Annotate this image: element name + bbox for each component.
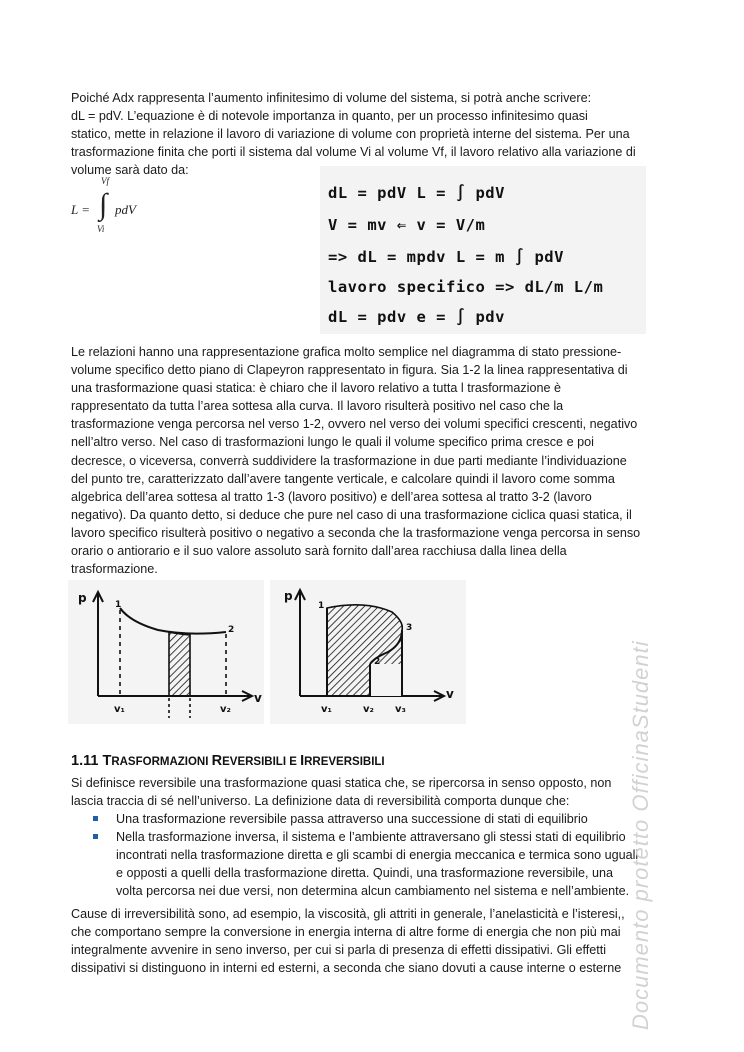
- v1-tick-label: v₁: [321, 704, 332, 715]
- para2-line: rappresentato da tutta l’area sottesa alla curva. Il lavoro risulterà positivo nel caso che la: [71, 399, 564, 414]
- reversibility-bullet-list: [71, 810, 675, 900]
- point-2-label: 2: [228, 625, 235, 635]
- p-axis-label: p: [78, 591, 87, 605]
- v2-tick-label: v₂: [363, 704, 374, 715]
- heading-smallcaps-2: EVERSIBILI E: [222, 756, 301, 768]
- heading-number: 1.11: [71, 753, 103, 769]
- intro-line-2: dL = pdV. L’equazione è di notevole importanza in quanto, per un processo infinitesimo quasi: [71, 109, 588, 124]
- clapeyron-paragraph: [71, 343, 675, 578]
- para3-line: lascia traccia di sé nell’universo. La definizione data di reversibilità comporta dunque che:: [71, 794, 570, 809]
- para2-line: orario o antiorario e il suo valore assoluto sarà fornito dall’area racchiusa dalla linea della: [71, 544, 567, 559]
- para2-line: nell’altro verso. Nel caso di trasformazioni lungo le quali il volume specifico prima cresce e poi: [71, 435, 594, 450]
- v-axis-label: v: [254, 691, 262, 705]
- heading-smallcaps-3: RREVERSIBILI: [304, 756, 385, 768]
- watermark: [628, 560, 652, 1030]
- handwritten-line-5: dL = pdv e = ∫ pdv: [328, 308, 505, 326]
- pv-diagram-open-transformation: [68, 580, 264, 724]
- para2-line: del punto tre, caratterizzato dall’avere tangente verticale, e calcolare quindi il lavoro come somma: [71, 471, 615, 486]
- pv-diagram-2-svg: [270, 580, 466, 724]
- reversible-definition-paragraph: [71, 774, 675, 810]
- heading-cap-t: T: [102, 753, 112, 769]
- para2-line: trasformazione venga percorsa nel verso 1-2, ovvero nel verso dei volumi specifici crescenti, negativo: [71, 417, 638, 432]
- formula-lower-limit: Vi: [97, 224, 105, 234]
- bullet-text: volta percorsa nei due versi, non determina alcun cambiamento nel sistema e nell’ambiente.: [116, 884, 630, 899]
- para2-line: Le relazioni hanno una rappresentazione grafica molto semplice nel diagramma di stato pressione-: [71, 345, 622, 359]
- formula-lhs: L =: [71, 202, 91, 217]
- point-2-label: 2: [374, 657, 381, 667]
- area-under-curve: [169, 632, 190, 696]
- handwritten-notes: [320, 166, 646, 334]
- bullet-square-icon: [93, 816, 98, 821]
- para2-line: lavoro specifico risulterà positivo o negativo a seconda che la trasformazione venga percorsa in senso: [71, 525, 641, 540]
- para2-line: negativo). Da quanto detto, si deduce che pure nel caso di una trasformazione ciclica quasi statica, il: [71, 507, 632, 522]
- handwritten-line-4: lavoro specifico => dL/m L/m: [328, 278, 604, 296]
- v-axis-label: v: [446, 687, 454, 701]
- transformation-curve: [120, 608, 226, 634]
- para2-line: volume specifico detto piano di Clapeyron rappresentato in figura. Sia 1-2 la linea rappresentativa di: [71, 363, 628, 378]
- v2-tick-label: v₂: [220, 704, 231, 715]
- pv-diagram-1-svg: [68, 580, 264, 724]
- pv-diagram-closed-transformation: [270, 580, 466, 724]
- handwritten-line-1: dL = pdV L = ∫ pdV: [328, 184, 505, 202]
- para2-line: decresce, o viceversa, converrà suddividere la trasformazione in due parti mediante l’individuazione: [71, 453, 627, 468]
- bullet-text: Una trasformazione reversibile passa attraverso una successione di stati di equilibrio: [116, 812, 588, 826]
- formula-integral-sign: ∫: [99, 188, 108, 221]
- bullet-square-icon: [93, 834, 98, 839]
- watermark-text: Documento protetto OfficinaStudenti: [628, 640, 653, 1030]
- list-item: [71, 828, 675, 900]
- v1-tick-label: v₁: [114, 704, 125, 715]
- para4-line: integralmente avvenire in seno inverso, per cui si parla di presenza di effetti dissipativi. Gli effetti: [71, 943, 607, 958]
- para4-line: che comportano sempre la conversione in energia interna di altre forme di energia che non più mai: [71, 925, 621, 940]
- point-1-label: 1: [318, 601, 325, 611]
- handwritten-line-3: => dL = mpdv L = m ∫ pdV: [328, 248, 564, 266]
- para2-line: una trasformazione quasi statica: è chiaro che il lavoro relativo a tutta l trasformazione è: [71, 381, 562, 396]
- formula-integrand: pdV: [115, 202, 136, 217]
- heading-cap-r: R: [211, 753, 223, 769]
- v3-tick-label: v₃: [395, 704, 406, 715]
- section-heading: [71, 753, 385, 769]
- bullet-text: incontrati nella trasformazione diretta e gli scambi di energia meccanica e termica sono uguali: [116, 848, 639, 863]
- list-item: [71, 810, 675, 828]
- heading-cap-i: I: [300, 753, 305, 769]
- intro-line-3: statico, mette in relazione il lavoro di variazione di volume con proprietà interne del sistema. Per una: [71, 127, 630, 142]
- intro-line-4: trasformazione finita che porti il sistema dal volume Vi al volume Vf, il lavoro relativo alla variazione di: [71, 145, 636, 160]
- area-under-3-2: [370, 664, 402, 696]
- bullet-text: Nella trasformazione inversa, il sistema e l’ambiente attraversano gli stessi stati di equilibrio: [116, 830, 626, 845]
- intro-line-1: Poiché Adx rappresenta l’aumento infinitesimo di volume del sistema, si potrà anche scrivere:: [71, 91, 592, 105]
- handwritten-line-2: V = mv ⇐ v = V/m: [328, 216, 486, 234]
- formula-upper-limit: Vf: [101, 176, 109, 186]
- bullet-text: e opposti a quelli della trasformazione diretta. Quindi, una trasformazione reversibile, una: [116, 866, 614, 881]
- heading-smallcaps-1: RASFORMAZIONI: [111, 756, 212, 768]
- para2-line: trasformazione.: [71, 562, 158, 577]
- para4-line: Cause di irreversibilità sono, ad esempio, la viscosità, gli attriti in generale, l’anelasticità e l’isteresi,,: [71, 907, 625, 921]
- para4-line: dissipativi si distinguono in interni ed esterni, a seconda che siano dovuti a cause interne o esterne: [71, 961, 622, 976]
- irreversibility-paragraph: [71, 905, 675, 977]
- para2-line: algebrica dell’area sottesa al tratto 1-3 (lavoro positivo) e dell’area sottesa al tratto 3-2 (lavoro: [71, 489, 592, 504]
- intro-line-5: volume sarà dato da:: [71, 163, 189, 178]
- work-integral-formula: [71, 176, 161, 238]
- p-axis-label: p: [284, 589, 293, 603]
- point-1-label: 1: [115, 600, 122, 610]
- point-3-label: 3: [406, 623, 413, 633]
- para3-line: Si definisce reversibile una trasformazione quasi statica che, se ripercorsa in senso opposto, non: [71, 776, 612, 790]
